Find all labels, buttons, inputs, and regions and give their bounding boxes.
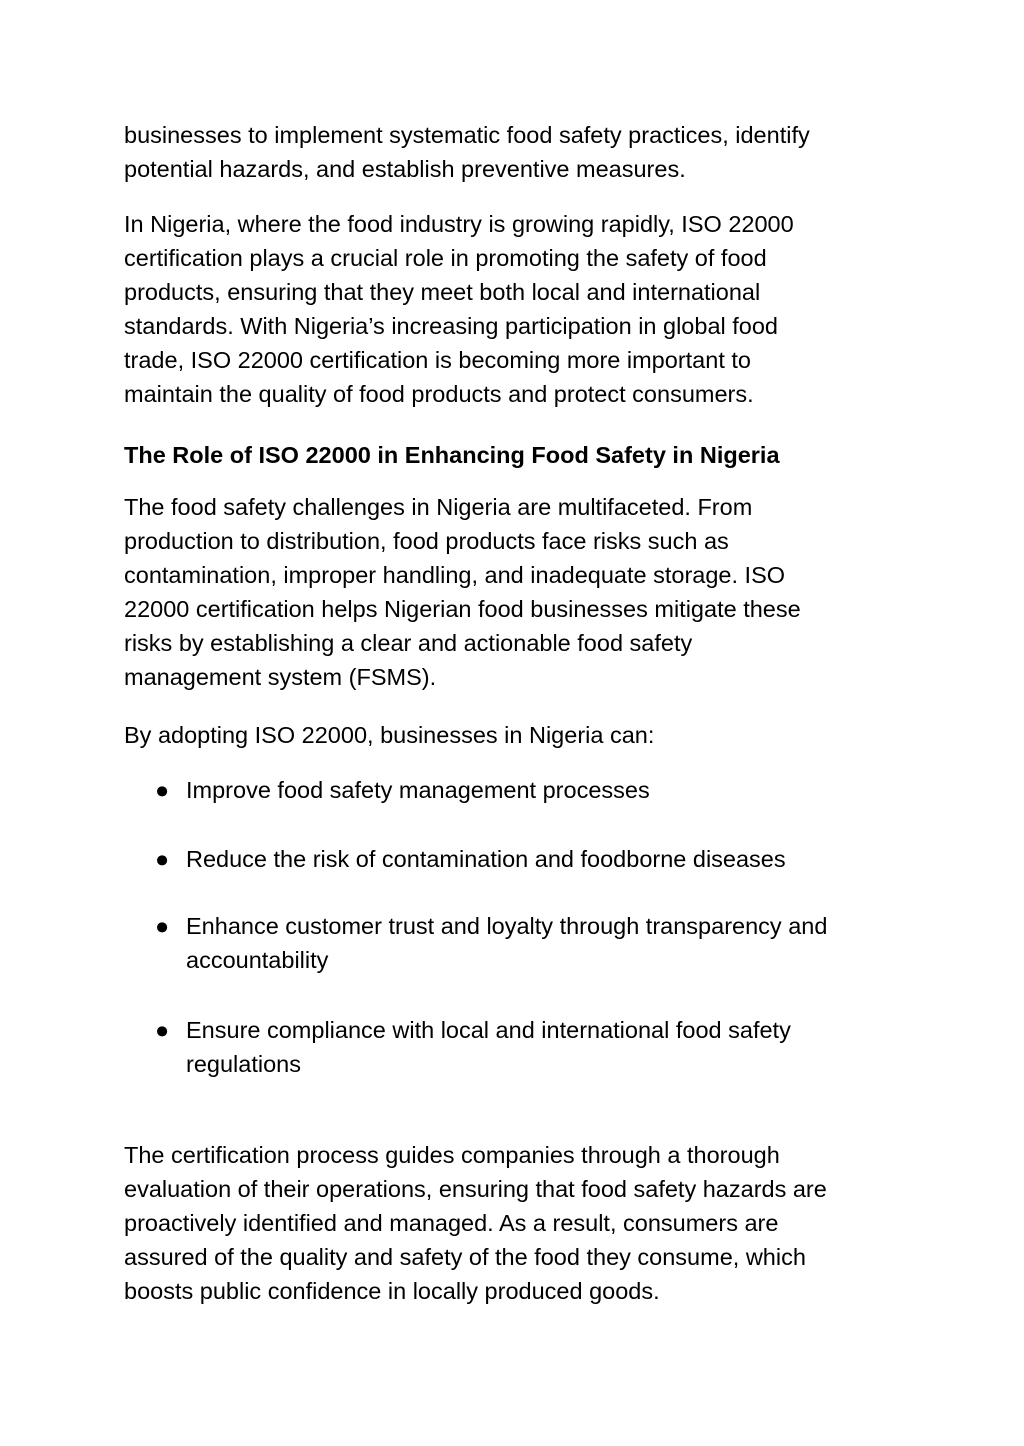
bullet-icon: ● <box>155 846 170 872</box>
paragraph-certification-process: The certification process guides companies through a thorough evaluation of their operations, ensuring that food safety hazards are proactively identified and managed. As a result, consumers are assured of the quality and safety of the food they consume, which boosts public confidence in locally produced goods. <box>124 1142 827 1304</box>
paragraph-benefits-intro: By adopting ISO 22000, businesses in Nigeria can: <box>124 722 655 748</box>
paragraph-continuation: businesses to implement systematic food safety practices, identify potential hazards, and establish preventive measures. <box>124 122 810 182</box>
bullet-icon: ● <box>155 913 170 939</box>
list-item-text: Enhance customer trust and loyalty through transparency and accountability <box>186 913 828 973</box>
bullet-icon: ● <box>155 1017 170 1043</box>
paragraph-nigeria-context: In Nigeria, where the food industry is growing rapidly, ISO 22000 certification plays a crucial role in promoting the safety of food products, ensuring that they meet both local and international standards. With Nigeria’s increasing participation in global food trade, ISO 22000 certification is becoming more important to maintain the quality of food products and protect consumers. <box>124 211 794 407</box>
paragraph-challenges: The food safety challenges in Nigeria are multifaceted. From production to distribution, food products face risks such as contamination, improper handling, and inadequate storage. ISO 22000 certification helps Nigerian food businesses mitigate these risks by establishing a clear and actionable food safety management system (FSMS). <box>124 494 801 690</box>
list-item-text: Improve food safety management processes <box>186 777 650 803</box>
bullet-icon: ● <box>155 777 170 803</box>
list-item-text: Reduce the risk of contamination and foodborne diseases <box>186 846 786 872</box>
list-item-text: Ensure compliance with local and international food safety regulations <box>186 1017 791 1077</box>
section-heading: The Role of ISO 22000 in Enhancing Food Safety in Nigeria <box>124 442 780 468</box>
